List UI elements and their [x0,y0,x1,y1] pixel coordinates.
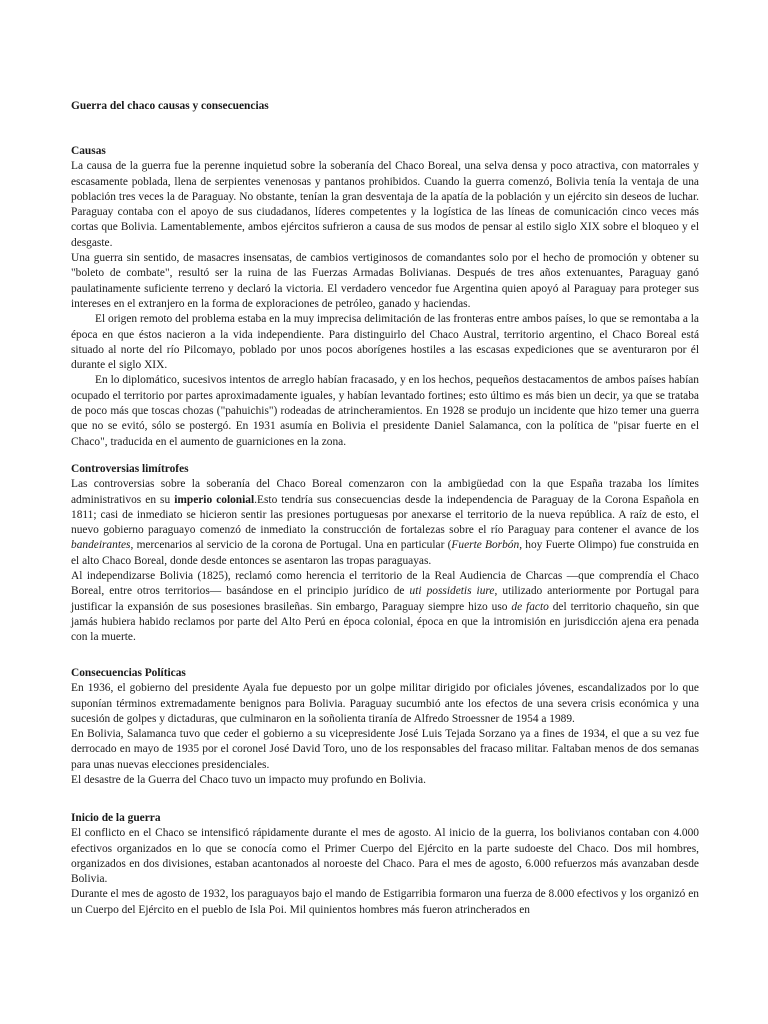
document-title: Guerra del chaco causas y consecuencias [71,100,269,112]
paragraph: El conflicto en el Chaco se intensificó rápidamente durante el mes de agosto. Al inicio de la guerra, los bolivianos contaban con 4.000 efectivos organizados en lo que se conocía como el Primer Cuerpo del Ejército en la parte sudoeste del Chaco. Dos mil hombres, organizados en dos divisiones, estaban acantonados al noroeste del Chaco. Para el mes de agosto, 6.000 refuerzos más avanzaban desde Bolivia. [71,827,699,886]
text-run: , utilizado anteriormente por Portugal para justificar la expansión de sus posesiones brasileñas. Sin embargo, Paraguay siempre hizo uso [71,585,699,613]
paragraph: Una guerra sin sentido, de masacres insensatas, de cambios vertiginosos de comandantes solo por el hecho de promoción y obtener su "boleto de combate", resultó ser la ruina de las Fuerzas Armadas Bolivianas. Después de tres años extenuantes, Paraguay ganó paulatinamente suficiente terreno y declaró la victoria. El verdadero vencedor fue Argentina quien apoyó al Paraguay para proteger sus intereses en el extranjero en la forma de exploraciones de petróleo, ganado y haciendas. [71,252,699,310]
paragraph: En lo diplomático, sucesivos intentos de arreglo habían fracasado, y en los hechos, pequeños destacamentos de ambos países habían ocupado el territorio por partes aproximadamente iguales, y habían levantado fortines; esto último es más bien un decir, ya que se trataba de poco más que toscas chozas ("pahuichis") rodeadas de atrincheramientos. En 1928 se produjo un incidente que hizo temer una guerra que no se evitó, sólo se postergó. En 1931 asumía en Bolivia el presidente Daniel Salamanca, con la política de "pisar fuerte en el Chaco", traducida en el aumento de guarniciones en la zona. [71,374,699,448]
paragraph [71,569,699,645]
text-run-italic: de facto [511,600,549,613]
paragraph: El desastre de la Guerra del Chaco tuvo un impacto muy profundo en Bolivia. [71,774,426,787]
paragraph: En 1936, el gobierno del presidente Ayala fue depuesto por un golpe militar dirigido por oficiales jóvenes, escandalizados por lo que suponían términos extremadamente benignos para Bolivia. Paraguay sucumbió ante los efectos de una severa crisis económica y una sucesión de golpes y dictaduras, que culminaron en la soñolienta tiranía de Alfredo Stroessner de 1954 a 1989. [71,682,699,725]
text-run: Al independizarse Bolivia (1825), reclamó como herencia el territorio de la Real Audiencia de Charcas —que comprendía el Chaco Boreal, entre otros territorios— basándose en el principio jurídico de [71,570,699,598]
paragraph: Durante el mes de agosto de 1932, los paraguayos bajo el mando de Estigarribia formaron una fuerza de 8.000 efectivos y los organizó en un Cuerpo del Ejército en el pueblo de Isla Poi. Mil quinientos hombres más fueron atrincherados en [71,888,699,916]
text-run-bold: imperio colonial [174,493,255,506]
paragraph: El origen remoto del problema estaba en la muy imprecisa delimitación de las fronteras entre ambos países, lo que se remontaba a la época en que éstos nacieron a la vida independiente. Para distinguirlo del Chaco Austral, territorio argentino, el Chaco Boreal está situado al norte del río Pilcomayo, poblado por unos pocos aborígenes hostiles a las escasas expediciones que se aventuraron por él durante el siglo XIX. [71,313,699,372]
text-run: Las controversias sobre la soberanía del Chaco Boreal comenzaron con la ambigüedad con la que España trazaba los límites administrativos en su [71,478,699,506]
section-heading: Consecuencias Políticas [71,667,186,679]
section-inicio [71,811,699,918]
section-controversias [71,462,699,646]
section-politicas [71,666,699,788]
text-run: , mercenarios al servicio de la corona de Portugal. Una en particular ( [130,539,452,552]
text-run-italic: uti possidetis iure [409,585,495,598]
paragraph: En Bolivia, Salamanca tuvo que ceder el gobierno a su vicepresidente José Luis Tejada Sorzano ya a fines de 1934, el que a su vez fue derrocado en mayo de 1935 por el coronel José David Toro, uno de los responsables del fracaso militar. Faltaban menos de dos semanas para unas nuevas elecciones presidenciales. [71,728,699,771]
text-run: del territorio chaqueño, sin que jamás hubiera habido reclamos por parte del Alto Perú en época colonial, época en que la intromisión en jurisdicción ajena era penada con la muerte. [71,600,700,644]
section-heading: Controversias limítrofes [71,463,189,475]
text-run-italic: Fuerte Borbón [451,539,520,552]
text-run: .Esto tendría sus consecuencias desde la independencia de Paraguay de la Corona Española en 1811; casi de inmediato se hicieron sentir las presiones portuguesas por anexarse el territorio de la nueva república. A raíz de esto, el nuevo gobierno paraguayo comenzó de inmediato la construcción de fortalezas sobre el río Paraguay para contener el avance de los [71,493,700,537]
paragraph [71,477,699,569]
section-heading: Causas [71,145,106,157]
text-run: , hoy Fuerte Olimpo) fue construida en el alto Chaco Boreal, donde desde entonces se asentaron las tropas paraguayas. [71,539,699,567]
section-causas [71,144,699,450]
section-heading: Inicio de la guerra [71,812,161,824]
text-run-italic: bandeirantes [71,539,131,552]
paragraph: La causa de la guerra fue la perenne inquietud sobre la soberanía del Chaco Boreal, una selva densa y poco atractiva, con matorrales y escasamente poblada, llena de serpientes venenosas y pantanos prohibidos. Cuando la guerra comenzó, Bolivia tenía la ventaja de una población tres veces la de Paraguay. No obstante, tenían la gran desventaja de la apatía de la población y un ejército sin deseos de luchar. Paraguay contaba con el apoyo de sus ciudadanos, líderes competentes y la logística de las líneas de comunicación cinco veces más cortas que Bolivia. Lamentablemente, ambos ejércitos sufrieron a causa de sus modos de pensar al estilo siglo XIX sobre el bloqueo y el desgaste. [71,160,699,249]
